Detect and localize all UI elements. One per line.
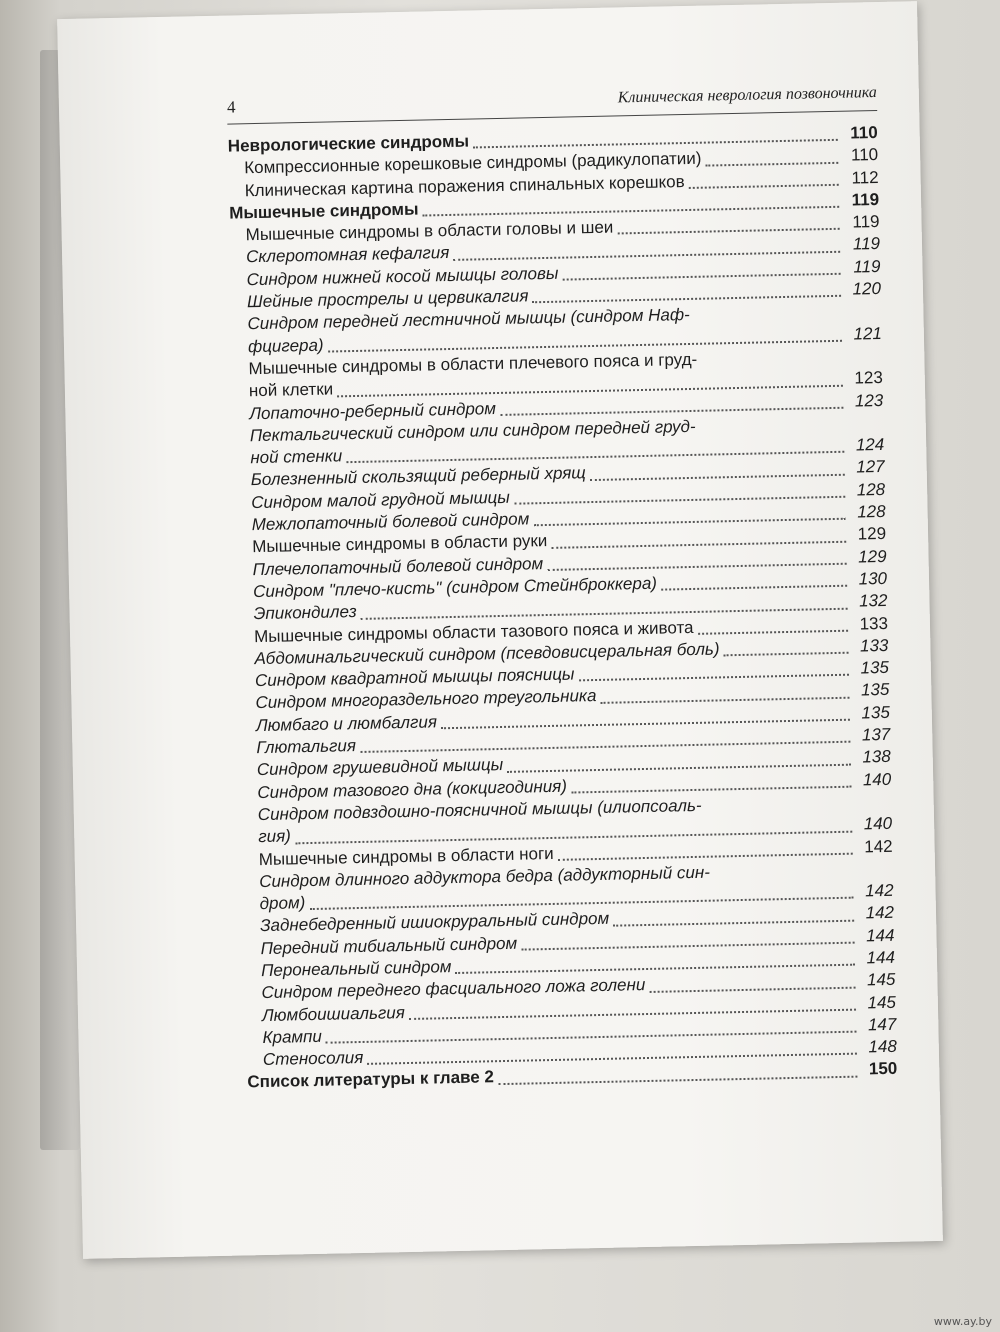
- toc-entry-title: Абдоминальгический синдром (псевдовисцеральная боль): [254, 639, 720, 668]
- toc-entry-title: ной клетки: [248, 379, 334, 401]
- toc-page-number: 150: [868, 1059, 898, 1079]
- toc-entry-title: Список литературы к главе 2: [247, 1067, 495, 1092]
- toc-entry-title: Компрессионные корешковые синдромы (радикулопатии): [244, 148, 702, 178]
- toc-entry-title: Эпикондилез: [253, 602, 357, 624]
- toc-page-number: 119: [851, 189, 880, 210]
- toc-page-number: 140: [862, 769, 892, 790]
- toc-leader-dots: [698, 629, 848, 635]
- toc-entry-title: Крампи: [262, 1026, 323, 1047]
- toc-entry-title: гия): [258, 826, 292, 847]
- toc-page-number: 135: [861, 702, 891, 723]
- toc-entry-line: Пектальгический синдром или синдром передней груд-: [249, 416, 696, 446]
- toc-page-number: 119: [852, 212, 880, 232]
- toc-page-number: 133: [859, 635, 889, 656]
- toc-entry-title: Синдром квадратной мышцы поясницы: [254, 664, 575, 691]
- toc-page-number: 128: [857, 501, 886, 522]
- toc-entry-title: Мышечные синдромы: [229, 199, 419, 223]
- toc-page-number: 133: [859, 613, 889, 633]
- toc-entry-title: Мышечные синдромы в области руки: [252, 531, 548, 557]
- toc-entry-title: ной стенки: [250, 446, 343, 468]
- toc-entry-title: Люмбоишиальгия: [261, 1002, 406, 1025]
- toc-page-number: 138: [862, 747, 891, 767]
- toc-entry-title: Лопаточно-реберный синдром: [249, 398, 497, 423]
- toc-entry-title: Глютальгия: [256, 736, 357, 758]
- toc-entry-title: Шейные прострелы и цервикалгия: [246, 286, 529, 312]
- toc-page-number: 147: [867, 1014, 897, 1035]
- toc-leader-dots: [661, 584, 847, 591]
- toc-page-number: 124: [855, 435, 885, 455]
- toc-page-number: 145: [866, 970, 896, 990]
- toc-page-number: 110: [850, 122, 878, 143]
- toc-page-number: 127: [856, 457, 885, 477]
- toc-entry-title: Передний тибиальный синдром: [260, 933, 518, 958]
- toc-page-number: 142: [864, 880, 894, 901]
- toc-page-number: 129: [857, 524, 887, 544]
- running-header: [227, 84, 877, 125]
- toc-leader-dots: [689, 183, 839, 189]
- toc-entry-title: Склеротомная кефалгия: [245, 243, 450, 267]
- toc-entry-title: Люмбаго и люмбалгия: [255, 712, 438, 735]
- toc-page-number: 129: [857, 546, 887, 567]
- toc-entry-title: Синдром многораздельного треугольника: [255, 686, 597, 713]
- toc-leader-dots: [617, 227, 839, 235]
- toc-entry-title: Плечелопаточный болевой синдром: [252, 553, 544, 579]
- toc-page-number: 137: [861, 724, 891, 745]
- toc-page-number: 132: [858, 591, 888, 611]
- toc-page-number: 145: [867, 992, 897, 1012]
- toc-page-number: 135: [860, 657, 890, 678]
- toc-entry-title: Синдром переднего фасциального ложа голени: [261, 975, 646, 1003]
- toc-entry-title: Болезненный скользящий реберный хрящ: [250, 463, 586, 490]
- toc-entry-title: Мышечные синдромы в области ноги: [258, 843, 554, 869]
- toc-page-number: 130: [858, 568, 888, 589]
- toc-entry-line: Синдром передней лестничной мышцы (синдром Наф-: [247, 305, 690, 334]
- toc-entry-title: Клиническая картина поражения спинальных корешков: [244, 171, 685, 200]
- toc-leader-dots: [649, 985, 855, 992]
- toc-entry-title: Межлопаточный болевой синдром: [251, 509, 530, 535]
- toc-page-number: 119: [853, 256, 881, 277]
- toc-entry-title: дром): [259, 893, 306, 914]
- running-title: Клиническая неврология позвоночника: [617, 83, 878, 107]
- toc-page-number: 112: [851, 167, 879, 188]
- toc-entry-line: Синдром подвздошно-поясничной мышцы (илиопсоаль-: [257, 795, 702, 825]
- toc-page-number: 142: [865, 903, 895, 923]
- toc-page-number: 128: [856, 479, 886, 500]
- toc-entry-line: Синдром длинного аддуктора бедра (аддукторный син-: [259, 862, 711, 891]
- toc-entry-title: Синдром грушевидной мышцы: [256, 755, 504, 780]
- toc-entry-title: Заднебедренный ишиокруральный синдром: [259, 909, 610, 936]
- toc-leader-dots: [706, 160, 839, 166]
- toc-page-number: 123: [854, 368, 883, 388]
- toc-page-number: 135: [860, 680, 890, 700]
- toc-entry-title: Перонеальный синдром: [260, 957, 452, 981]
- table-of-contents: [228, 122, 898, 1094]
- book-page: [57, 1, 943, 1259]
- toc-leader-dots: [558, 851, 853, 860]
- toc-page-number: 121: [853, 323, 883, 344]
- toc-page-number: 144: [865, 925, 895, 946]
- toc-page-number: 140: [863, 814, 893, 834]
- toc-entry-title: Синдром малой грудной мышцы: [251, 487, 510, 512]
- toc-page-number: 142: [864, 836, 893, 856]
- toc-page-number: 123: [854, 390, 884, 411]
- toc-entry-title: Стеносолия: [262, 1048, 364, 1070]
- toc-entry-title: Мышечные синдромы в области головы и шеи: [245, 217, 614, 245]
- toc-leader-dots: [724, 651, 849, 657]
- toc-page-number: 120: [852, 279, 882, 299]
- toc-entry-title: Мышечные синдромы области тазового пояса и живота: [253, 617, 694, 646]
- toc-entry-title: Синдром нижней косой мышцы головы: [246, 263, 559, 290]
- watermark: www.ay.by: [933, 1315, 992, 1328]
- toc-leader-dots: [498, 1074, 857, 1085]
- toc-page-number: 148: [868, 1036, 898, 1057]
- toc-entry-title: Синдром "плечо-кисть" (синдром Стейнброккера): [252, 573, 658, 602]
- toc-entry-line: Мышечные синдромы в области плечевого пояса и груд-: [248, 349, 698, 379]
- toc-entry-title: Неврологические синдромы: [227, 131, 470, 156]
- toc-entry-title: фцигера): [247, 335, 324, 356]
- toc-page-number: 119: [852, 234, 881, 255]
- toc-page-number: 110: [850, 145, 879, 165]
- toc-page-number: 144: [866, 947, 896, 968]
- page-number: 4: [226, 97, 236, 117]
- toc-entry-title: Синдром тазового дна (кокцигодиния): [257, 776, 568, 802]
- toc-leader-dots: [571, 785, 851, 794]
